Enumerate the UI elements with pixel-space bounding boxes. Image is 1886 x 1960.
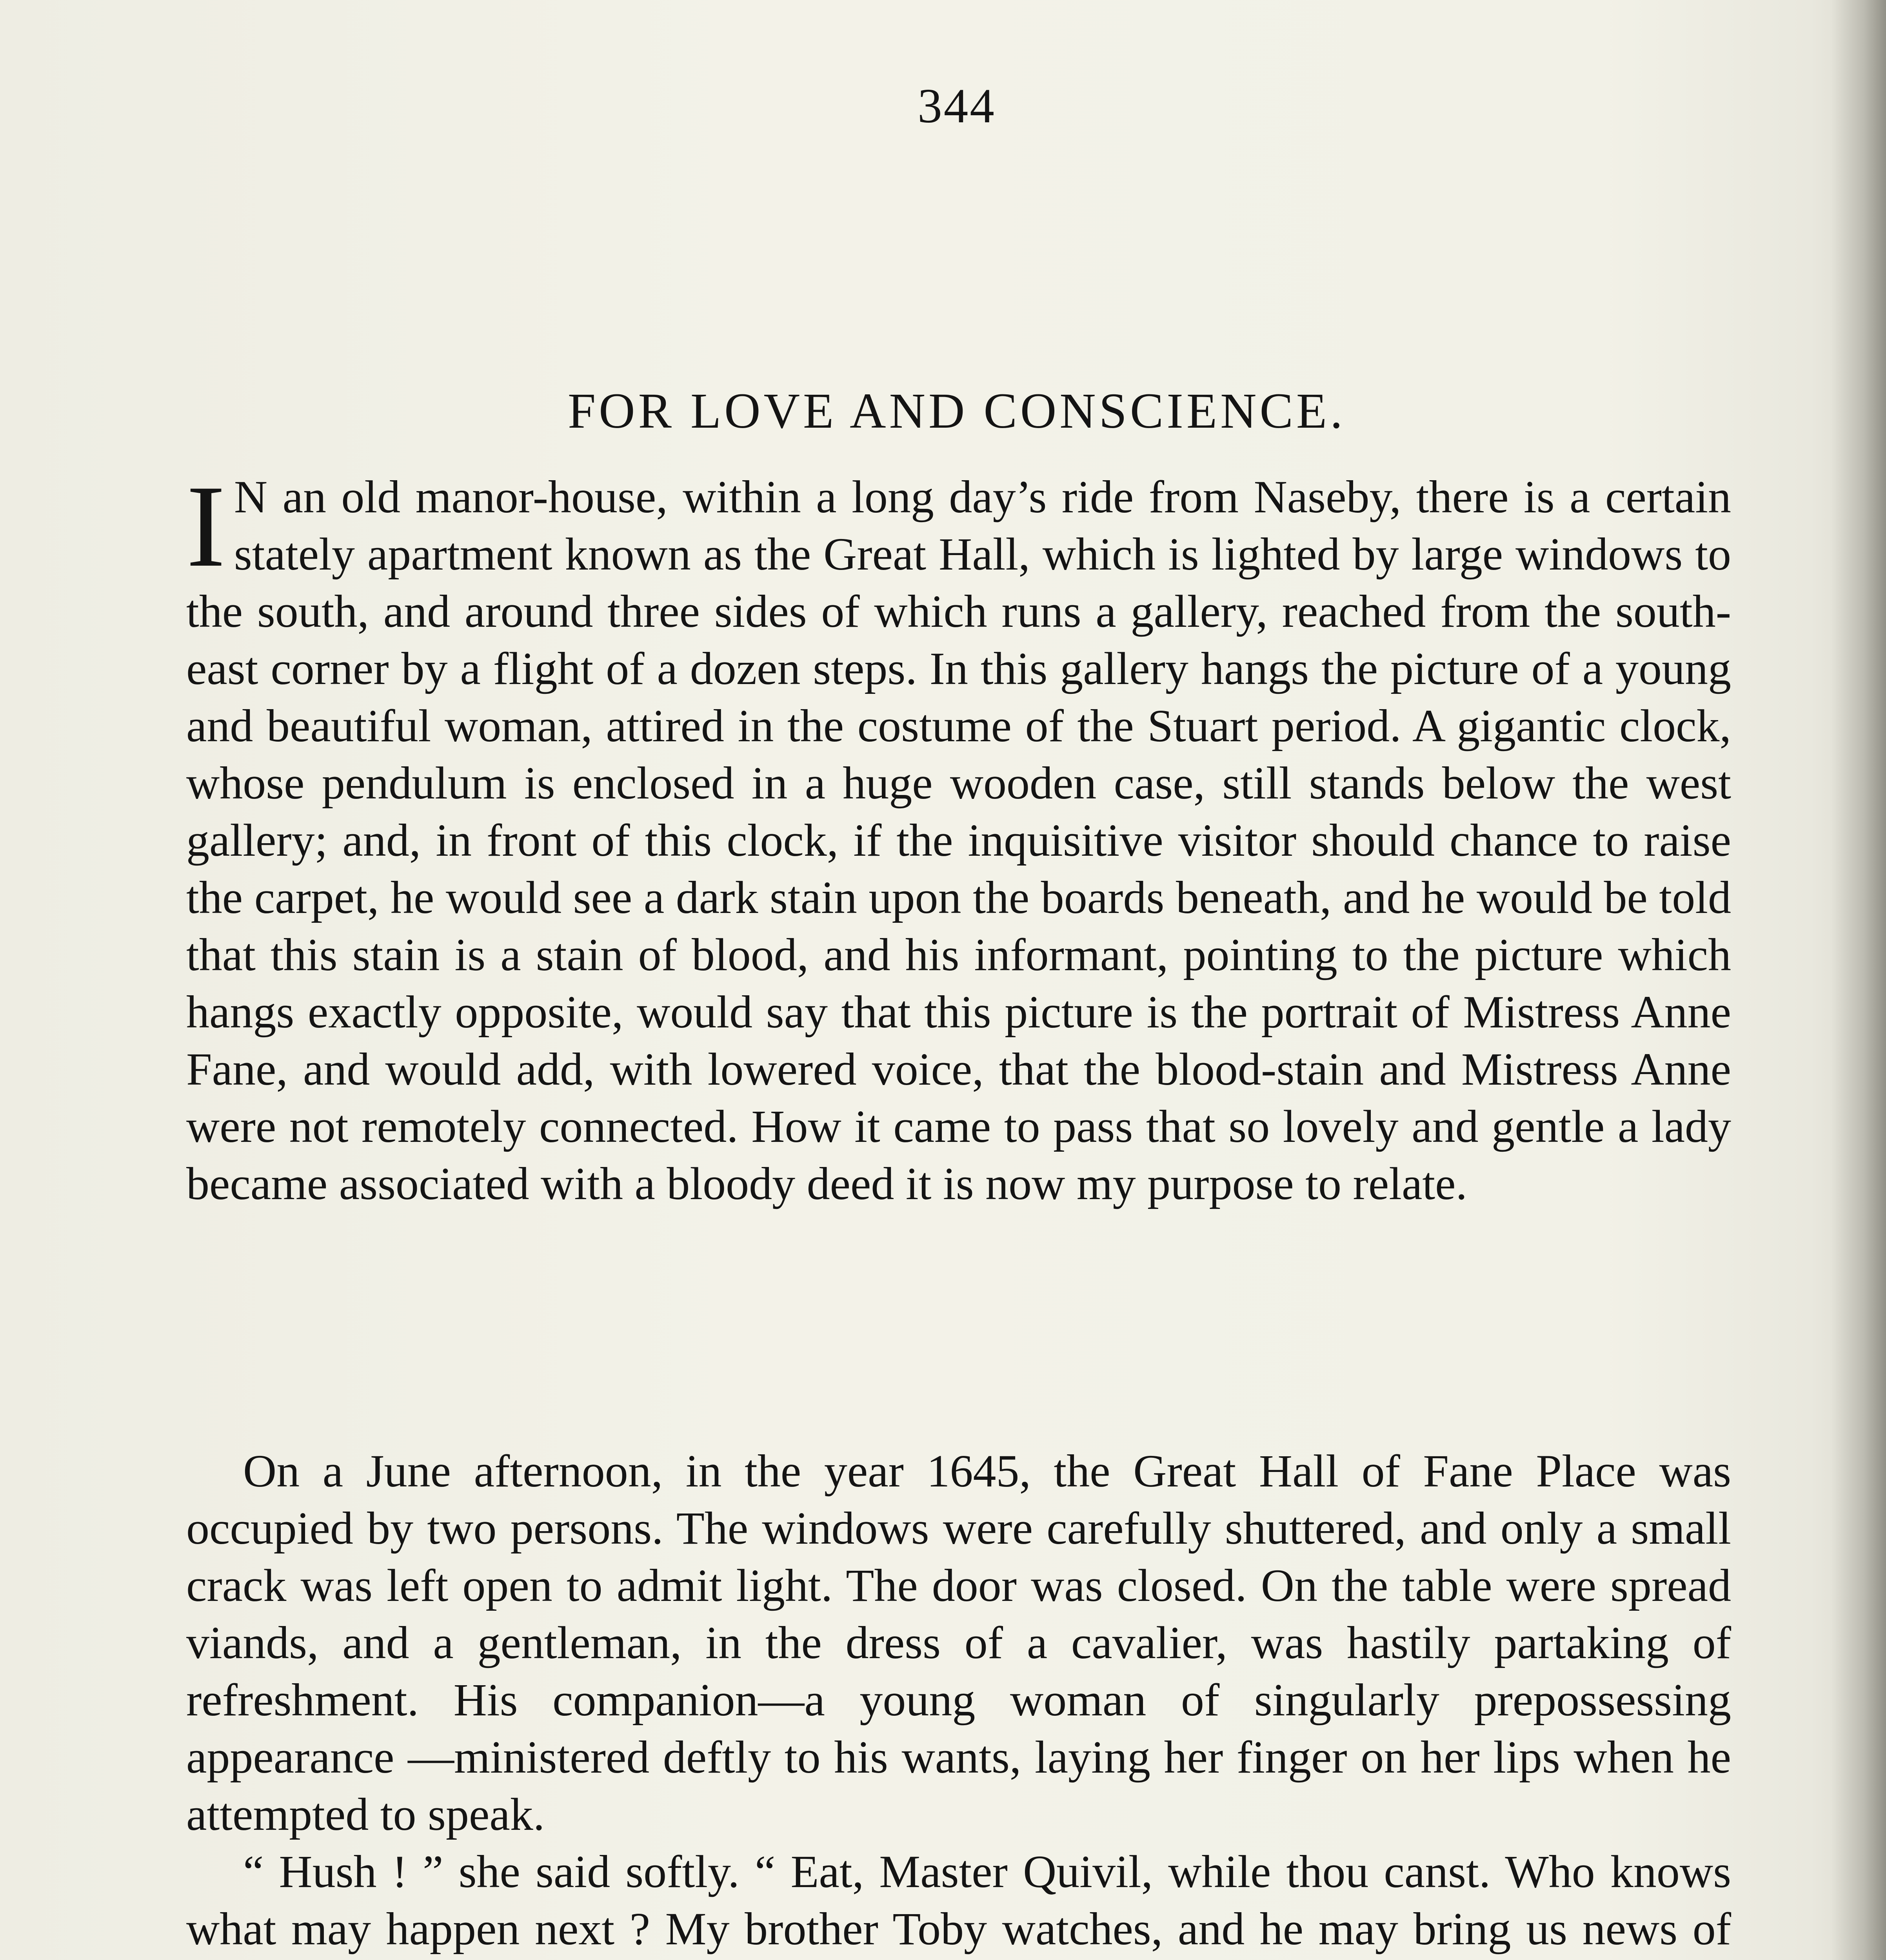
body-paragraph-2: “ Hush ! ” she said softly. “ Eat, Master Quivil, while thou canst. Who knows what may happen next ? My brother Toby watches, and he may bring us news of — [186, 1846, 1731, 1955]
opening-paragraph-text: N an old manor-house, within a long day’s ride from Naseby, there is a certain stately apartment known as the Great Hall, which is lighted by large windows to the south, and around three sides of which runs a gallery, reached from the south-east corner by a flight of a dozen steps. In this gallery hangs the picture of a young and beautiful woman, attired in the costume of the Stuart period. A gigantic clock, whose pendulum is enclosed in a huge wooden case, still stands below the west gallery; and, in front of this clock, if the inquisitive visitor should chance to raise the carpet, he would see a dark stain upon the boards beneath, and he would be told that this stain is a stain of blood, and his informant, pointing to the picture which hangs exactly opposite, would say that this picture is the portrait of Mistress Anne Fane, and would add, with lowered voice, that the blood-stain and Mistress Anne were not remotely connected. How it came to pass that so lovely and gentle a lady became associated with a bloody deed it is now my purpose to relate. — [186, 471, 1731, 1209]
page-gutter-shadow — [1831, 0, 1886, 1960]
opening-section — [186, 461, 1731, 1212]
second-section — [186, 1443, 1731, 1960]
story-title: FOR LOVE AND CONSCIENCE. — [567, 383, 1346, 439]
body-paragraph-1: On a June afternoon, in the year 1645, the Great Hall of Fane Place was occupied by two persons. The windows were carefully shuttered, and only a small crack was left open to admit light. The door was closed. On the table were spread viands, and a gentleman, in the dress of a cavalier, was hastily partaking of refreshment. His companion—a young woman of singularly prepossessing appearance —ministered deftly to his wants, laying her finger on her lips when he attempted to speak. — [186, 1445, 1731, 1840]
drop-cap: I — [186, 461, 225, 591]
opening-paragraph — [186, 461, 1731, 1212]
page-number: 344 — [918, 79, 996, 133]
